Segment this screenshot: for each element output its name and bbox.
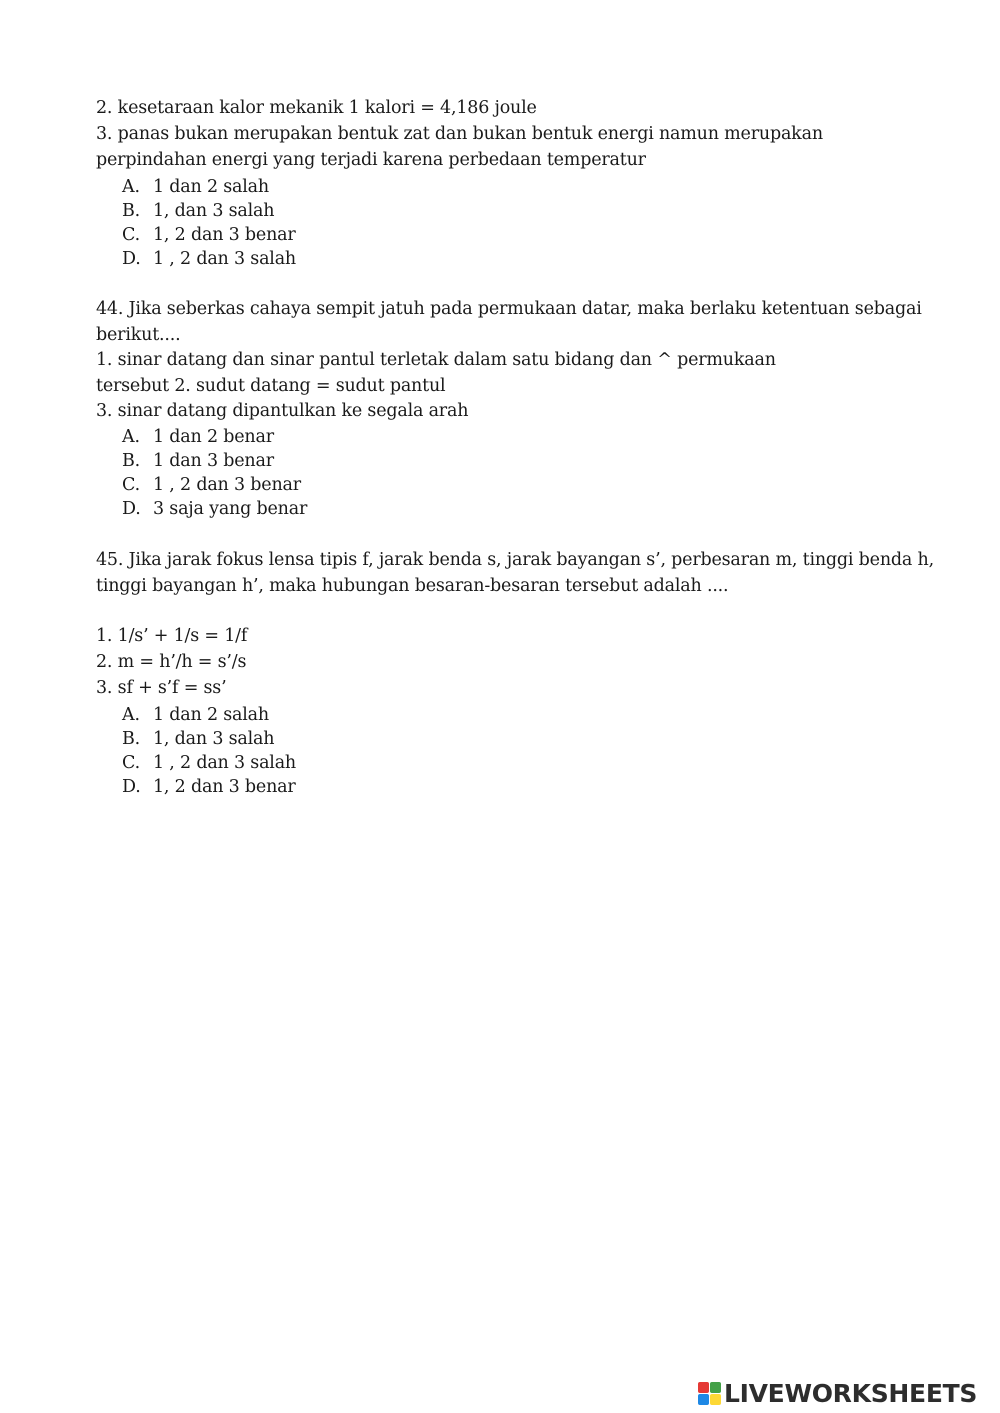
option-text: 1, dan 3 salah <box>153 729 275 749</box>
option-letter: B. <box>122 201 141 221</box>
option-letter: A. <box>122 705 140 725</box>
logo-square-yellow <box>710 1394 721 1405</box>
q43-statement-3-line2: perpindahan energi yang terjadi karena perbedaan temperatur <box>96 150 646 170</box>
q45-question-line2: tinggi bayangan h’, maka hubungan besaran-besaran tersebut adalah .... <box>96 576 729 596</box>
q45-question-line1: 45. Jika jarak fokus lensa tipis f, jarak benda s, jarak bayangan s’, perbesaran m, tinggi benda h, <box>96 550 934 570</box>
logo-text: LIVEWORKSHEETS <box>724 1378 978 1408</box>
q43-statement-3-line1: 3. panas bukan merupakan bentuk zat dan bukan bentuk energi namun merupakan <box>96 124 823 144</box>
option-letter: D. <box>122 499 141 519</box>
q43-option-c[interactable] <box>122 223 296 247</box>
q45-statement-2: 2. m = h’/h = s’/s <box>96 652 247 672</box>
q43-option-a[interactable] <box>122 175 269 199</box>
option-letter: D. <box>122 777 141 797</box>
option-letter: A. <box>122 177 140 197</box>
q44-option-c[interactable] <box>122 473 301 497</box>
q44-statement-1: 1. sinar datang dan sinar pantul terletak dalam satu bidang dan ^ permukaan <box>96 350 776 370</box>
liveworksheets-logo-icon <box>698 1382 721 1405</box>
q44-option-a[interactable] <box>122 425 274 449</box>
q44-question-line2: berikut.... <box>96 325 181 345</box>
logo-square-blue <box>698 1394 709 1405</box>
option-text: 1 dan 2 benar <box>153 427 274 447</box>
option-text: 3 saja yang benar <box>153 499 308 519</box>
option-text: 1 dan 2 salah <box>153 705 269 725</box>
option-letter: C. <box>122 225 140 245</box>
q45-option-b[interactable] <box>122 727 274 751</box>
logo-square-green <box>710 1382 721 1393</box>
logo-square-red <box>698 1382 709 1393</box>
q43-option-b[interactable] <box>122 199 274 223</box>
q45-option-d[interactable] <box>122 775 296 799</box>
q44-statement-3: 3. sinar datang dipantulkan ke segala arah <box>96 401 469 421</box>
option-letter: C. <box>122 475 140 495</box>
q45-statement-3: 3. sf + s’f = ss’ <box>96 678 227 698</box>
option-letter: B. <box>122 729 141 749</box>
option-text: 1 , 2 dan 3 benar <box>153 475 301 495</box>
option-text: 1 dan 3 benar <box>153 451 274 471</box>
liveworksheets-logo[interactable] <box>698 1378 977 1408</box>
q45-statement-1: 1. 1/s’ + 1/s = 1/f <box>96 626 248 646</box>
option-text: 1 dan 2 salah <box>153 177 269 197</box>
q45-option-a[interactable] <box>122 703 269 727</box>
option-text: 1, dan 3 salah <box>153 201 275 221</box>
option-letter: C. <box>122 753 140 773</box>
option-letter: D. <box>122 249 141 269</box>
option-text: 1, 2 dan 3 benar <box>153 777 296 797</box>
option-text: 1 , 2 dan 3 salah <box>153 753 297 773</box>
q45-option-c[interactable] <box>122 751 296 775</box>
q43-statement-2: 2. kesetaraan kalor mekanik 1 kalori = 4,186 joule <box>96 98 537 118</box>
option-text: 1, 2 dan 3 benar <box>153 225 296 245</box>
option-letter: A. <box>122 427 140 447</box>
q44-question-line1: 44. Jika seberkas cahaya sempit jatuh pada permukaan datar, maka berlaku ketentuan sebagai <box>96 299 922 319</box>
q44-statement-2: tersebut 2. sudut datang = sudut pantul <box>96 376 446 396</box>
q44-option-b[interactable] <box>122 449 274 473</box>
option-text: 1 , 2 dan 3 salah <box>153 249 297 269</box>
q44-option-d[interactable] <box>122 497 307 521</box>
q43-option-d[interactable] <box>122 247 296 271</box>
option-letter: B. <box>122 451 141 471</box>
